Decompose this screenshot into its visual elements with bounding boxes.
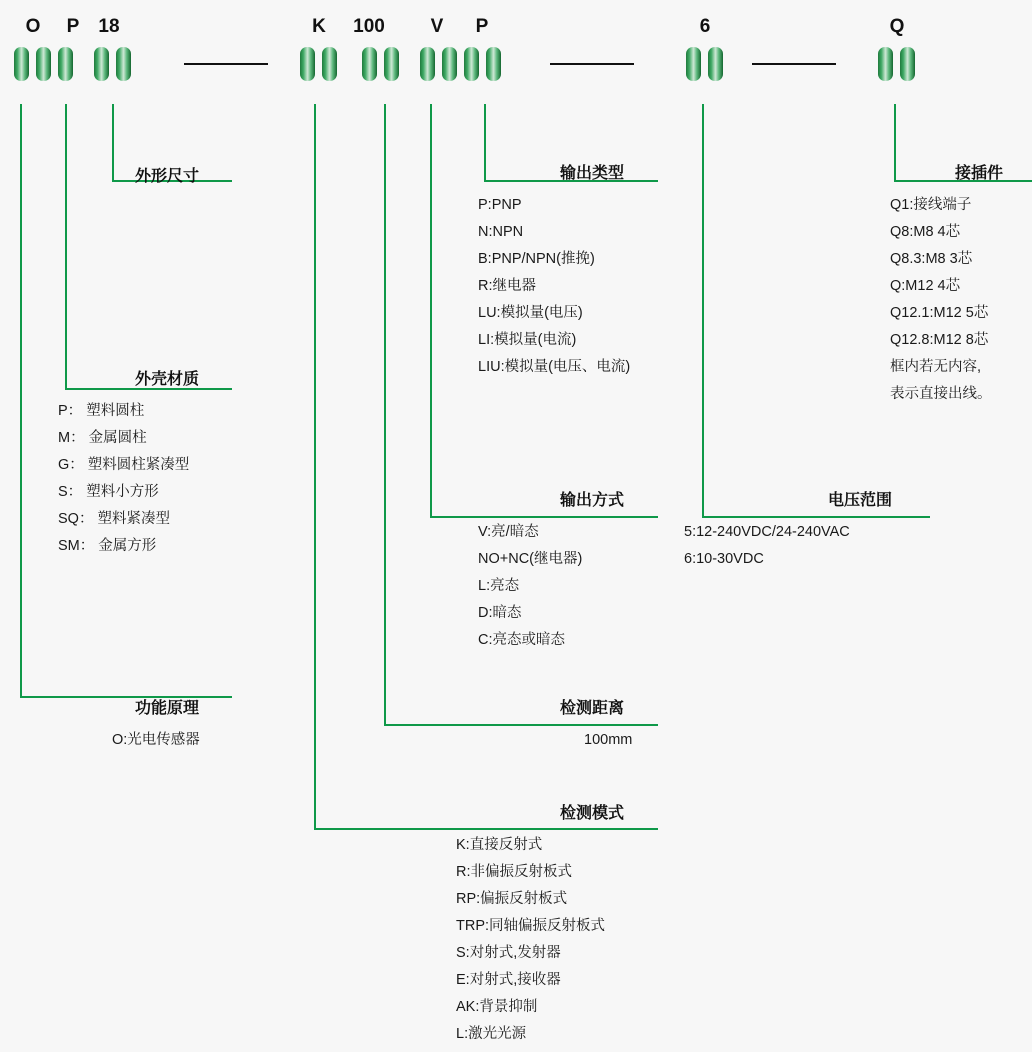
capsule-glyph <box>94 47 109 81</box>
option-item: O:光电传感器 <box>112 732 200 748</box>
option-item: LI:模拟量(电流) <box>478 332 577 348</box>
option-item: R:非偏振反射板式 <box>456 864 572 880</box>
group-title-detection-mode: 检测模式 <box>560 805 625 822</box>
option-item: 表示直接出线。 <box>890 386 992 402</box>
option-item: S： 塑料小方形 <box>58 484 159 500</box>
code-character: Q <box>889 16 905 37</box>
option-item: 5:12-240VDC/24-240VAC <box>684 524 850 540</box>
code-character: 100 <box>353 16 385 37</box>
leader-line-vertical <box>314 104 316 828</box>
option-item: LIU:模拟量(电压、电流) <box>478 359 631 375</box>
leader-line-horizontal <box>20 696 232 698</box>
capsule-glyph <box>36 47 51 81</box>
code-character: P <box>66 16 80 37</box>
group-title-housing-material: 外壳材质 <box>135 371 200 388</box>
leader-line-horizontal <box>314 828 658 830</box>
option-item: L:激光光源 <box>456 1026 527 1042</box>
capsule-glyph <box>486 47 501 81</box>
option-item: NO+NC(继电器) <box>478 551 583 567</box>
capsule-glyph <box>384 47 399 81</box>
option-item: D:暗态 <box>478 605 522 621</box>
group-title-voltage-range: 电压范围 <box>828 492 893 509</box>
capsule-glyph <box>300 47 315 81</box>
option-item: P： 塑料圆柱 <box>58 403 145 419</box>
option-item: Q8:M8 4芯 <box>890 224 961 240</box>
capsule-glyph <box>442 47 457 81</box>
capsule-glyph <box>708 47 723 81</box>
code-character: 6 <box>699 16 711 37</box>
option-item: R:继电器 <box>478 278 536 294</box>
separator-dash <box>550 63 634 65</box>
option-item: TRP:同轴偏振反射板式 <box>456 918 606 934</box>
option-item: B:PNP/NPN(推挽) <box>478 251 595 267</box>
option-item: LU:模拟量(电压) <box>478 305 583 321</box>
leader-line-vertical <box>112 104 114 180</box>
option-item: G： 塑料圆柱紧凑型 <box>58 457 190 473</box>
option-item: L:亮态 <box>478 578 520 594</box>
option-item: N:NPN <box>478 224 524 240</box>
option-item: S:对射式,发射器 <box>456 945 561 961</box>
separator-dash <box>752 63 836 65</box>
code-character: 18 <box>98 16 120 37</box>
capsule-glyph <box>58 47 73 81</box>
code-character: P <box>475 16 489 37</box>
leader-line-horizontal <box>430 516 658 518</box>
option-item: SM： 金属方形 <box>58 538 157 554</box>
option-item: E:对射式,接收器 <box>456 972 561 988</box>
option-item: Q:M12 4芯 <box>890 278 961 294</box>
option-item: K:直接反射式 <box>456 837 543 853</box>
option-item: Q1:接线端子 <box>890 197 972 213</box>
option-item: P:PNP <box>478 197 522 213</box>
option-item: M： 金属圆柱 <box>58 430 147 446</box>
capsule-glyph <box>14 47 29 81</box>
option-item: 100mm <box>584 732 633 748</box>
capsule-glyph <box>900 47 915 81</box>
group-title-detection-distance: 检测距离 <box>560 700 625 717</box>
leader-line-horizontal <box>702 516 930 518</box>
leader-line-vertical <box>430 104 432 516</box>
option-item: Q12.8:M12 8芯 <box>890 332 989 348</box>
group-title-dimension: 外形尺寸 <box>135 168 200 185</box>
option-item: AK:背景抑制 <box>456 999 538 1015</box>
group-title-output-type: 输出类型 <box>560 165 625 182</box>
capsule-glyph <box>362 47 377 81</box>
leader-line-vertical <box>894 104 896 180</box>
option-item: SQ： 塑料紧凑型 <box>58 511 170 527</box>
code-character: O <box>25 16 41 37</box>
leader-line-vertical <box>484 104 486 180</box>
leader-line-vertical <box>65 104 67 388</box>
option-item: 框内若无内容, <box>890 359 982 375</box>
group-title-output-mode: 输出方式 <box>560 492 625 509</box>
capsule-glyph <box>464 47 479 81</box>
code-character: K <box>312 16 326 37</box>
option-item: C:亮态或暗态 <box>478 632 565 648</box>
capsule-glyph <box>322 47 337 81</box>
leader-line-vertical <box>384 104 386 724</box>
leader-line-horizontal <box>384 724 658 726</box>
group-title-connector: 接插件 <box>955 165 1004 182</box>
group-title-function-principle: 功能原理 <box>135 700 200 717</box>
capsule-glyph <box>878 47 893 81</box>
option-item: RP:偏振反射板式 <box>456 891 568 907</box>
option-item: 6:10-30VDC <box>684 551 764 567</box>
code-character: V <box>430 16 444 37</box>
capsule-glyph <box>116 47 131 81</box>
leader-line-vertical <box>20 104 22 696</box>
leader-line-vertical <box>702 104 704 516</box>
option-item: Q12.1:M12 5芯 <box>890 305 989 321</box>
capsule-glyph <box>686 47 701 81</box>
option-item: Q8.3:M8 3芯 <box>890 251 973 267</box>
option-item: V:亮/暗态 <box>478 524 539 540</box>
capsule-glyph <box>420 47 435 81</box>
separator-dash <box>184 63 268 65</box>
